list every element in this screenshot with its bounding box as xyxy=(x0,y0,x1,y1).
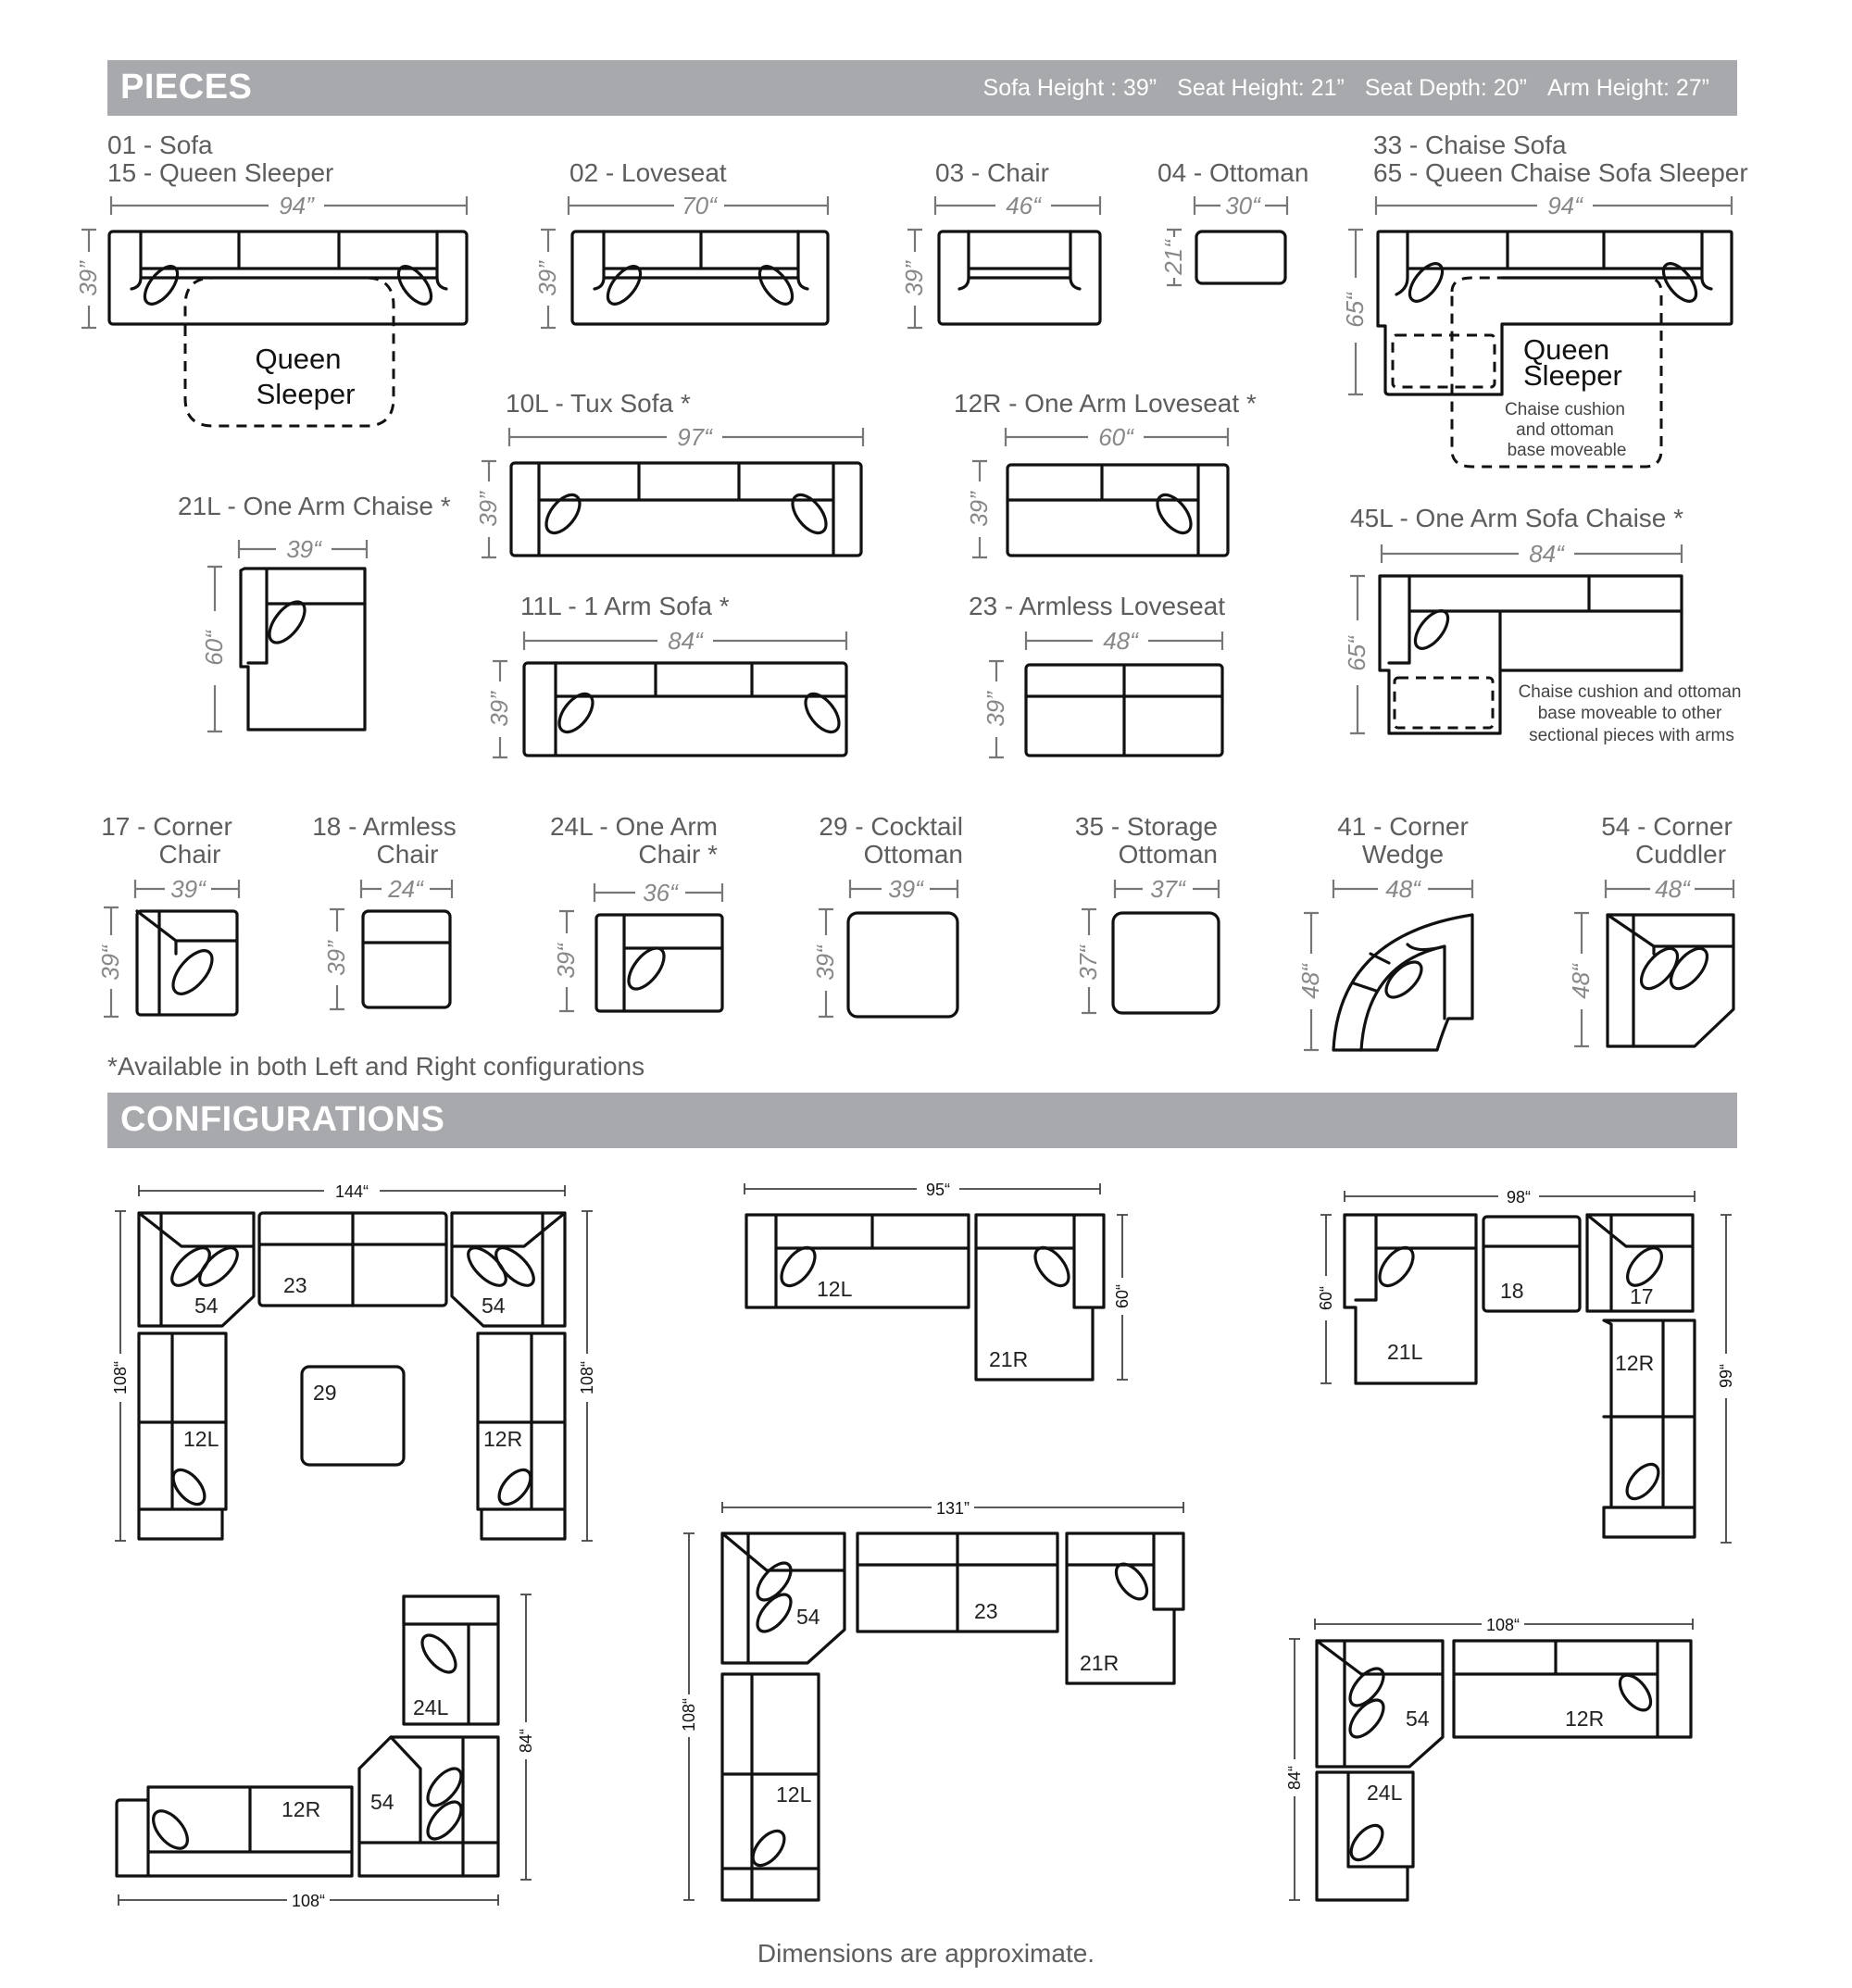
c1-p1: 54 xyxy=(194,1294,219,1318)
c1-p5: 12L xyxy=(183,1427,219,1451)
dim-corner-cuddler-height: 48“ xyxy=(1567,964,1595,999)
c5-p1: 54 xyxy=(796,1605,820,1629)
label-corner-cuddler: 54 - Corner Cuddler xyxy=(1601,812,1733,869)
dim-armless-loveseat-width: 48“ xyxy=(1103,627,1138,655)
c1-right-h: 108“ xyxy=(578,1360,596,1395)
config-1-drawing xyxy=(111,1182,596,1541)
sofa-chaise-note-2: base moveable to other xyxy=(1537,704,1722,723)
c4-p2: 12R xyxy=(282,1797,321,1821)
configurations-title: CONFIGURATIONS xyxy=(120,1100,445,1139)
config-6-drawing xyxy=(1285,1616,1693,1900)
c3-p4: 12R xyxy=(1615,1351,1655,1375)
c5-p2: 23 xyxy=(974,1599,998,1623)
ottoman-drawing xyxy=(1159,192,1287,285)
spec-seat-depth: Seat Depth: 20” xyxy=(1364,75,1527,101)
c2-height: 60“ xyxy=(1113,1283,1132,1309)
dim-sofa-height: 39” xyxy=(74,261,102,296)
spec-sofa-height: Sofa Height : 39” xyxy=(982,75,1158,101)
c1-p6: 12R xyxy=(483,1427,523,1451)
dim-loveseat-width: 70“ xyxy=(682,192,717,219)
c3-right-h: 99“ xyxy=(1717,1363,1735,1389)
dim-one-arm-loveseat-height: 39” xyxy=(965,492,993,527)
c1-p2: 23 xyxy=(283,1273,307,1297)
sofa-inner-1: Queen xyxy=(255,343,342,375)
dim-one-arm-sofa-height: 39” xyxy=(485,692,513,727)
armless-loveseat-drawing xyxy=(982,627,1222,757)
pieces-title: PIECES xyxy=(120,68,253,106)
chaise-sofa-drawing xyxy=(1341,192,1732,467)
c1-left-h: 108“ xyxy=(111,1360,130,1395)
label-chaise-sofa: 33 - Chaise Sofa 65 - Queen Chaise Sofa Sleeper xyxy=(1373,131,1748,187)
c3-width: 98“ xyxy=(1506,1188,1532,1207)
label-storage-ottoman: 35 - Storage Ottoman xyxy=(1074,812,1218,869)
c6-p1: 54 xyxy=(1406,1707,1430,1731)
dim-ottoman-width: 30“ xyxy=(1225,192,1260,219)
config-3-drawing xyxy=(1317,1188,1735,1543)
c6-p2: 12R xyxy=(1565,1707,1605,1731)
c2-p2: 21R xyxy=(989,1347,1029,1371)
dim-corner-chair-width: 39“ xyxy=(170,875,206,903)
dim-one-arm-sofa-width: 84“ xyxy=(668,627,703,655)
dim-storage-ottoman-width: 37“ xyxy=(1150,875,1185,903)
cocktail-ottoman-drawing xyxy=(811,875,957,1017)
sofa-drawing xyxy=(74,192,467,426)
c1-width: 144“ xyxy=(334,1182,369,1201)
corner-chair-drawing xyxy=(96,875,239,1017)
c1-p4: 29 xyxy=(313,1381,337,1405)
c3-p2: 18 xyxy=(1500,1279,1524,1303)
dim-one-arm-sofa-chaise-width: 84“ xyxy=(1529,540,1564,568)
label-ottoman: 04 - Ottoman xyxy=(1158,158,1309,187)
dim-armless-loveseat-height: 39” xyxy=(982,692,1009,727)
config-4-drawing xyxy=(117,1594,535,1910)
dim-loveseat-height: 39” xyxy=(533,261,561,296)
dim-corner-wedge-width: 48“ xyxy=(1385,875,1420,903)
storage-ottoman-drawing xyxy=(1074,875,1219,1013)
c2-width: 95“ xyxy=(925,1181,951,1199)
dim-armless-chair-height: 39” xyxy=(322,941,350,976)
config-5-drawing xyxy=(680,1499,1183,1900)
chair-drawing xyxy=(900,192,1100,328)
dim-tux-sofa-width: 97“ xyxy=(677,423,712,451)
label-one-arm-sofa: 11L - 1 Arm Sofa * xyxy=(520,592,730,620)
loveseat-drawing xyxy=(533,192,828,328)
chaise-sofa-note-3: base moveable xyxy=(1507,441,1627,460)
c6-height: 84“ xyxy=(1285,1765,1304,1791)
one-arm-loveseat-drawing xyxy=(965,423,1228,557)
one-arm-chaise-drawing xyxy=(200,535,367,731)
label-corner-chair: 17 - Corner Chair xyxy=(101,812,232,869)
corner-cuddler-drawing xyxy=(1567,875,1733,1046)
c3-left-h: 60“ xyxy=(1317,1285,1335,1311)
dim-cocktail-ottoman-height: 39“ xyxy=(811,945,839,981)
sofa-inner-2: Sleeper xyxy=(256,378,356,410)
c5-width: 131” xyxy=(935,1499,970,1518)
c3-p3: 17 xyxy=(1630,1284,1654,1308)
label-one-arm-chaise: 21L - One Arm Chaise * xyxy=(178,492,451,520)
dim-corner-cuddler-width: 48“ xyxy=(1655,875,1690,903)
dim-sofa-width: 94” xyxy=(279,192,314,219)
one-arm-sofa-chaise-drawing xyxy=(1343,540,1741,745)
dim-corner-chair-height: 39“ xyxy=(96,945,124,981)
dim-chair-width: 46“ xyxy=(1006,192,1041,219)
dim-one-arm-chair-width: 36“ xyxy=(643,879,678,906)
dim-one-arm-loveseat-width: 60“ xyxy=(1098,423,1133,451)
dim-armless-chair-width: 24“ xyxy=(388,875,423,903)
label-cocktail-ottoman: 29 - Cocktail Ottoman xyxy=(819,812,963,869)
label-one-arm-sofa-chaise: 45L - One Arm Sofa Chaise * xyxy=(1350,504,1684,532)
dim-storage-ottoman-height: 37“ xyxy=(1074,945,1102,981)
dim-tux-sofa-height: 39” xyxy=(474,492,502,527)
dim-one-arm-chaise-height: 60“ xyxy=(200,631,228,666)
chaise-sofa-note-2: and ottoman xyxy=(1516,420,1614,440)
c5-p4: 12L xyxy=(776,1782,812,1807)
dim-chaise-sofa-width: 94“ xyxy=(1547,192,1583,219)
dim-one-arm-chair-height: 39“ xyxy=(552,944,580,979)
c1-p3: 54 xyxy=(482,1294,506,1318)
sofa-chaise-note-3: sectional pieces with arms xyxy=(1529,726,1734,745)
c5-height: 108“ xyxy=(680,1697,698,1732)
label-tux-sofa: 10L - Tux Sofa * xyxy=(506,389,691,418)
spec-seat-height: Seat Height: 21” xyxy=(1177,75,1345,101)
availability-note: *Available in both Left and Right configurations xyxy=(107,1052,645,1081)
dim-one-arm-sofa-chaise-height: 65“ xyxy=(1343,636,1370,671)
dim-cocktail-ottoman-width: 39“ xyxy=(888,875,923,903)
label-sofa: 01 - Sofa 15 - Queen Sleeper xyxy=(107,131,334,187)
dim-one-arm-chaise-width: 39“ xyxy=(286,535,321,563)
c4-height: 84“ xyxy=(517,1728,535,1754)
armless-chair-drawing xyxy=(322,875,452,1009)
c5-p3: 21R xyxy=(1080,1651,1120,1675)
c4-width: 108“ xyxy=(291,1892,326,1910)
label-armless-chair: 18 - Armless Chair xyxy=(312,812,457,869)
footer-note: Dimensions are approximate. xyxy=(757,1939,1095,1968)
label-corner-wedge: 41 - Corner Wedge xyxy=(1337,812,1469,869)
dim-chaise-sofa-height: 65“ xyxy=(1341,293,1369,328)
c4-p3: 54 xyxy=(370,1790,394,1814)
tux-sofa-drawing xyxy=(474,423,863,557)
corner-wedge-drawing xyxy=(1296,875,1472,1050)
spec-arm-height: Arm Height: 27” xyxy=(1546,75,1709,101)
config-2-drawing xyxy=(745,1181,1132,1380)
one-arm-chair-drawing xyxy=(552,879,722,1011)
label-chair: 03 - Chair xyxy=(935,158,1049,187)
chaise-sofa-note-1: Chaise cushion xyxy=(1505,400,1625,419)
dim-chair-height: 39” xyxy=(900,261,928,296)
dim-ottoman-height: 21“ xyxy=(1159,240,1187,275)
one-arm-sofa-drawing xyxy=(485,627,846,757)
c6-p3: 24L xyxy=(1367,1781,1403,1805)
sofa-chaise-note-1: Chaise cushion and ottoman xyxy=(1518,682,1742,702)
chaise-sofa-inner-2: Sleeper xyxy=(1523,359,1622,392)
c6-width: 108“ xyxy=(1485,1616,1520,1634)
c2-p1: 12L xyxy=(817,1277,853,1301)
label-loveseat: 02 - Loveseat xyxy=(569,158,727,187)
c4-p1: 24L xyxy=(413,1695,449,1719)
label-one-arm-chair: 24L - One Arm Chair * xyxy=(549,812,718,869)
label-armless-loveseat: 23 - Armless Loveseat xyxy=(969,592,1226,620)
chaise-sofa-inner-1: Queen xyxy=(1523,333,1610,366)
label-one-arm-loveseat: 12R - One Arm Loveseat * xyxy=(954,389,1257,418)
c3-p1: 21L xyxy=(1387,1340,1423,1364)
dim-corner-wedge-height: 48“ xyxy=(1296,964,1324,999)
